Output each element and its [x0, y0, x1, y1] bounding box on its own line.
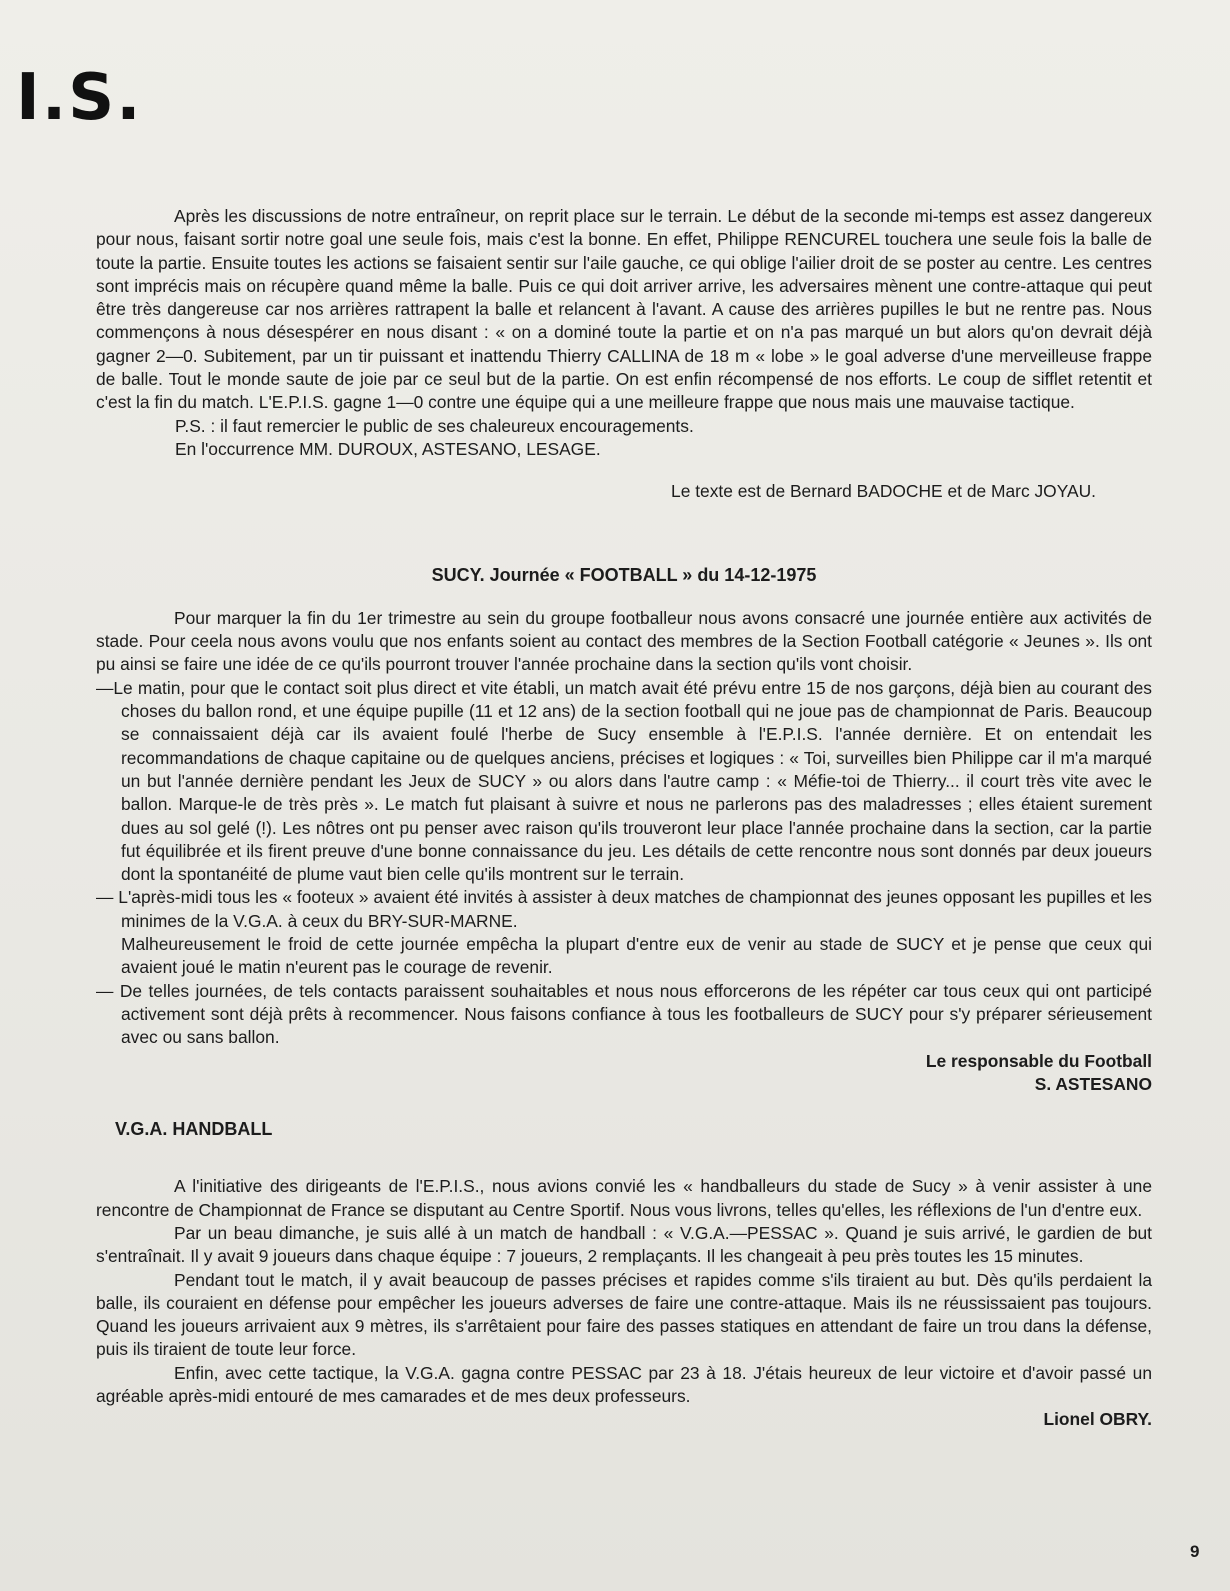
signature-role: Le responsable du Football — [925, 1050, 1152, 1071]
postscript-names: En l'occurrence MM. DUROUX, ASTESANO, LESAGE. — [175, 438, 601, 459]
football-day-conclusion: — De telles journées, de tels contacts paraissent souhaitables et nous nous efforcerons de les répéter car tous ceux qui ont participé activement sont déjà prêts à recommencer. Nous faisons confiance à tous les footballeurs de SUCY pour s'y préparer sérieusement avec ou sans ballon. — [96, 980, 1152, 1048]
postscript-line: P.S. : il faut remercier le public de ses chaleureux encouragements. — [175, 415, 694, 436]
handball-title: V.G.A. HANDBALL — [115, 1119, 273, 1140]
page-number: 9 — [1190, 1542, 1200, 1561]
handball-paragraph-1: A l'initiative des dirigeants de l'E.P.I.S., nous avions convié les « handballeurs du stade de Sucy » à venir assister à une rencontre de Championnat de France se disputant au Centre Sportif. Nous vous livrons, telles qu'elles, les réflexions de l'un d'entre eux. — [96, 1176, 1152, 1220]
handball-paragraph-3: Pendant tout le match, il y avait beaucoup de passes précises et rapides comme s'ils tiraient au but. Dès qu'ils perdaient la balle, ils couraient en défense pour empêcher les joueurs adverses de faire une contre-attaque. Mais ils ne réussissaient pas toujours. Quand les joueurs arrivaient aux 9 mètres, ils s'arrêtaient pour faire des passes statiques en attendant de faire un trou dans la défense, puis ils tiraient de toute leur force. — [96, 1269, 1152, 1360]
handball-author: Lionel OBRY. — [1043, 1409, 1152, 1430]
football-day-title: SUCY. Journée « FOOTBALL » du 14-12-1975 — [431, 564, 817, 585]
signature-name: S. ASTESANO — [1034, 1073, 1152, 1094]
football-day-morning: —Le matin, pour que le contact soit plus direct et vite établi, un match avait été prévu entre 15 de nos garçons, déjà bien au courant des choses du ballon rond, et une équipe pupille (11 et 12 ans) de la section football qui ne joue pas de championnat de Paris. Beaucoup se connaissaient déjà car ils avaient foulé l'herbe de Sucy ensemble à l'E.P.I.S. l'année dernière. Et on entendait les recommandations de chaque capitaine ou de quelques anciens, précises et logiques : « Toi, surveilles bien Philippe car il m'a marqué un but l'année dernière pendant les Jeux de SUCY » ou alors dans l'autre camp : « Méfie-toi de Thierry... il court très vite avec le ballon. Marque-le de très près ». Le match fut plaisant à suivre et nous ne parlerons pas des maladresses ; elles étaient surement dues au sol gelé (!). Les nôtres ont pu penser avec raison qu'ils trouveront leur place l'année prochaine dans la section, car la partie fut équilibrée et ils firent preuve d'une bonne connaissance du jeu. Les détails de cette rencontre nous sont donnés par deux joueurs dont la spontanéité de plume vaut bien celle qu'ils montrent sur le terrain. — [96, 677, 1152, 885]
section-logo: I.S. — [16, 61, 143, 135]
handball-paragraph-2: Par un beau dimanche, je suis allé à un match de handball : « V.G.A.—PESSAC ». Quand je suis arrivé, le gardien de but s'entraînait. Il y avait 9 joueurs dans chaque équipe : 7 joueurs, 2 remplaçants. Il les changeait à peu près toutes les 15 minutes. — [96, 1222, 1152, 1267]
handball-paragraph-4: Enfin, avec cette tactique, la V.G.A. gagna contre PESSAC par 23 à 18. J'étais heureux de leur victoire et d'avoir passé un agréable après-midi entouré de mes camarades et de mes deux professeurs. — [96, 1362, 1152, 1407]
page-content — [96, 205, 1152, 1432]
match-report-paragraph: Après les discussions de notre entraîneur, on reprit place sur le terrain. Le début de la seconde mi-temps est assez dangereux pour nous, faisant sortir notre goal une seule fois, mais c'est la bonne. En effet, Philippe RENCUREL touchera une seule fois la balle de toute la partie. Ensuite toutes les actions se faisaient sentir sur l'aile gauche, ce qui oblige l'ailier droit de se poster au centre. Les centres sont imprécis mais on récupère quand même la balle. Puis ce qui doit arriver arrive, les adversaires mènent une contre-attaque qui peut être très dangereuse car nos arrières rattrapent la balle et relancent à l'avant. A cause des arrières pupilles le but ne rentre pas. Nous commençons à nous désespérer en nous disant : « on a dominé toute la partie et on n'a pas marqué un but alors qu'on devrait déjà gagner 2—0. Subitement, par un tir puissant et inattendu Thierry CALLINA de 18 m « lobe » le goal adverse d'une merveilleuse frappe de balle. Tout le monde saute de joie par ce seul but de la partie. On est enfin récompensé de nos efforts. Le coup de sifflet retentit et c'est la fin du match. L'E.P.I.S. gagne 1—0 contre une équipe qui a une meilleure frappe que nous mais une mauvaise tactique. — [96, 206, 1152, 413]
football-day-intro: Pour marquer la fin du 1er trimestre au sein du groupe footballeur nous avons consacré une journée entière aux activités de stade. Pour ceela nous avons voulu que nos enfants soient au contact des membres de la Section Football catégorie « Jeunes ». Ils ont pu ainsi se faire une idée de ce qu'ils pourront trouver l'année prochaine dans la section qu'ils vont choisir. — [96, 607, 1152, 675]
football-day-afternoon: — L'après-midi tous les « footeux » avaient été invités à assister à deux matches de championnat des jeunes opposant les pupilles et les minimes de la V.G.A. à ceux du BRY-SUR-MARNE. — [96, 887, 1152, 931]
football-day-afternoon-continued: Malheureusement le froid de cette journée empêcha la plupart d'entre eux de venir au stade de SUCY et je pense que ceux qui avaient joué le matin n'eurent pas le courage de revenir. — [121, 934, 1152, 978]
article-authors: Le texte est de Bernard BADOCHE et de Marc JOYAU. — [671, 481, 1096, 502]
